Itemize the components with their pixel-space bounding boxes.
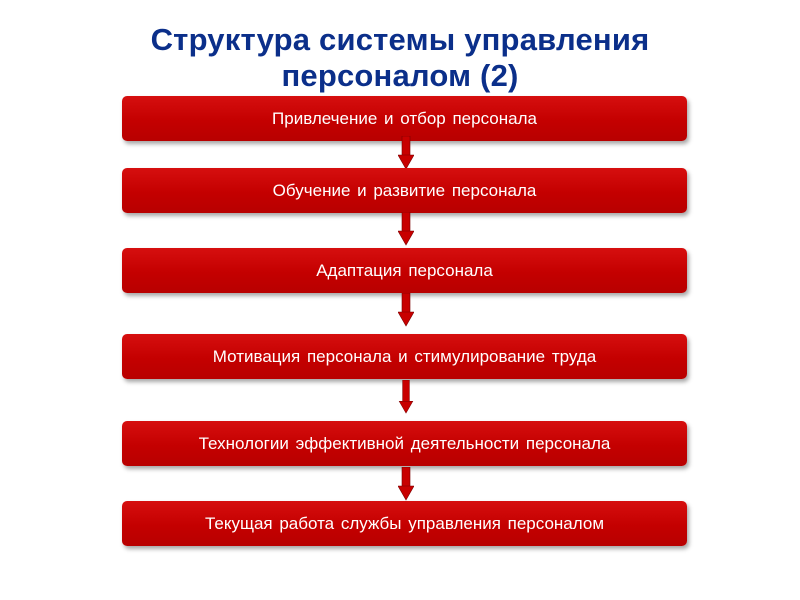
step-motivation-stimulation: Мотивация персонала и стимулирование труда — [122, 334, 687, 379]
step-hr-service-current-work: Текущая работа службы управления персоналом — [122, 501, 687, 546]
title-line-1: Структура системы управления — [150, 22, 650, 57]
title-line-2: персоналом (2) — [281, 58, 519, 93]
down-arrow-icon — [398, 212, 414, 246]
down-arrow-icon — [398, 136, 414, 170]
step-training-development: Обучение и развитие персонала — [122, 168, 687, 213]
down-arrow-icon — [398, 467, 414, 501]
step-effective-activity-technologies: Технологии эффективной деятельности персонала — [122, 421, 687, 466]
down-arrow-icon — [398, 380, 414, 414]
page-title — [0, 22, 800, 94]
step-adaptation: Адаптация персонала — [122, 248, 687, 293]
step-attraction-selection: Привлечение и отбор персонала — [122, 96, 687, 141]
down-arrow-icon — [398, 293, 414, 327]
